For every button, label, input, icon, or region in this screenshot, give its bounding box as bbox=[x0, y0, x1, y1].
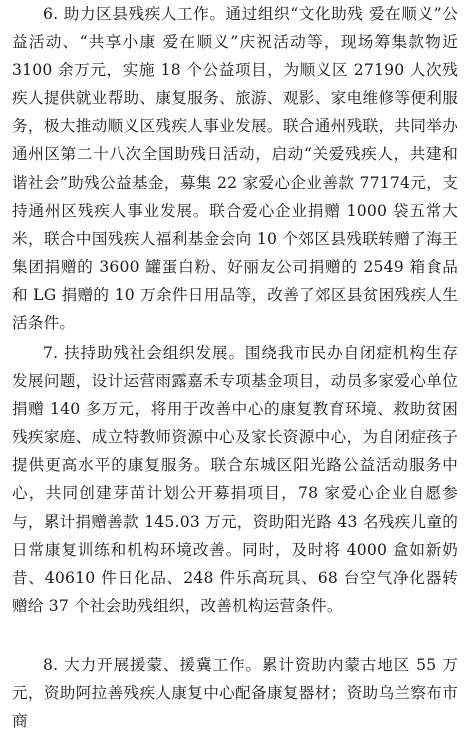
paragraph-7: 7. 扶持助残社会组织发展。围绕我市民办自闭症机构生存发展问题，设计运营雨露嘉禾专项基金项目，动员多家爱心单位捐赠 140 多万元，将用于改善中心的康复教育环境、救助贫困残疾家庭、成立特教师资源中心及家长资源中心，为自闭症孩子提供更高水平的康复服务。联合东城区阳光路公益活动服务中心，共同创建芽苗计划公开募捐项目，78 家爱心企业自愿参与，累计捐赠善款 145.03 万元，资助阳光路 43 名残疾儿童的日常康复训练和机构环境改善。同时，及时将 4000 盒如新奶昔、40610 件日化品、248 件乐高玩具、68 台空气净化器转赠给 37 个社会助残组织，改善机构运营条件。 bbox=[12, 344, 458, 615]
paragraph-8: 8. 大力开展援蒙、援冀工作。累计资助内蒙古地区 55 万元，资助阿拉善残疾人康复中心配备康复器材；资助乌兰察布市商 bbox=[12, 656, 458, 731]
paragraph-6: 6. 助力区县残疾人工作。通过组织“文化助残 爱在顺义”公益活动、“共享小康 爱在顺义”庆祝活动等，现场筹集款物近 3100 余万元，实施 18 个公益项目，为顺义区 27190 人次残疾人提供就业帮助、康复服务、旅游、观影、家电维修等便利服务，极大推动顺义区残疾人事业发展。联合通州残联，共同举办通州区第二十八次全国助残日活动，启动“关爱残疾人，共建和谐社会”助残公益基金，募集 22 家爱心企业善款 77174元，支持通州区残疾人事业发展。联合爱心企业捐赠 1000 袋五常大米，联合中国残疾人福利基金会向 10 个郊区县残联转赠了海王集团捐赠的 3600 罐蛋白粉、好丽友公司捐赠的 2549 箱食品和 LG 捐赠的 10 万余件日用品等，改善了郊区县贫困残疾人生活条件。 bbox=[12, 5, 458, 333]
